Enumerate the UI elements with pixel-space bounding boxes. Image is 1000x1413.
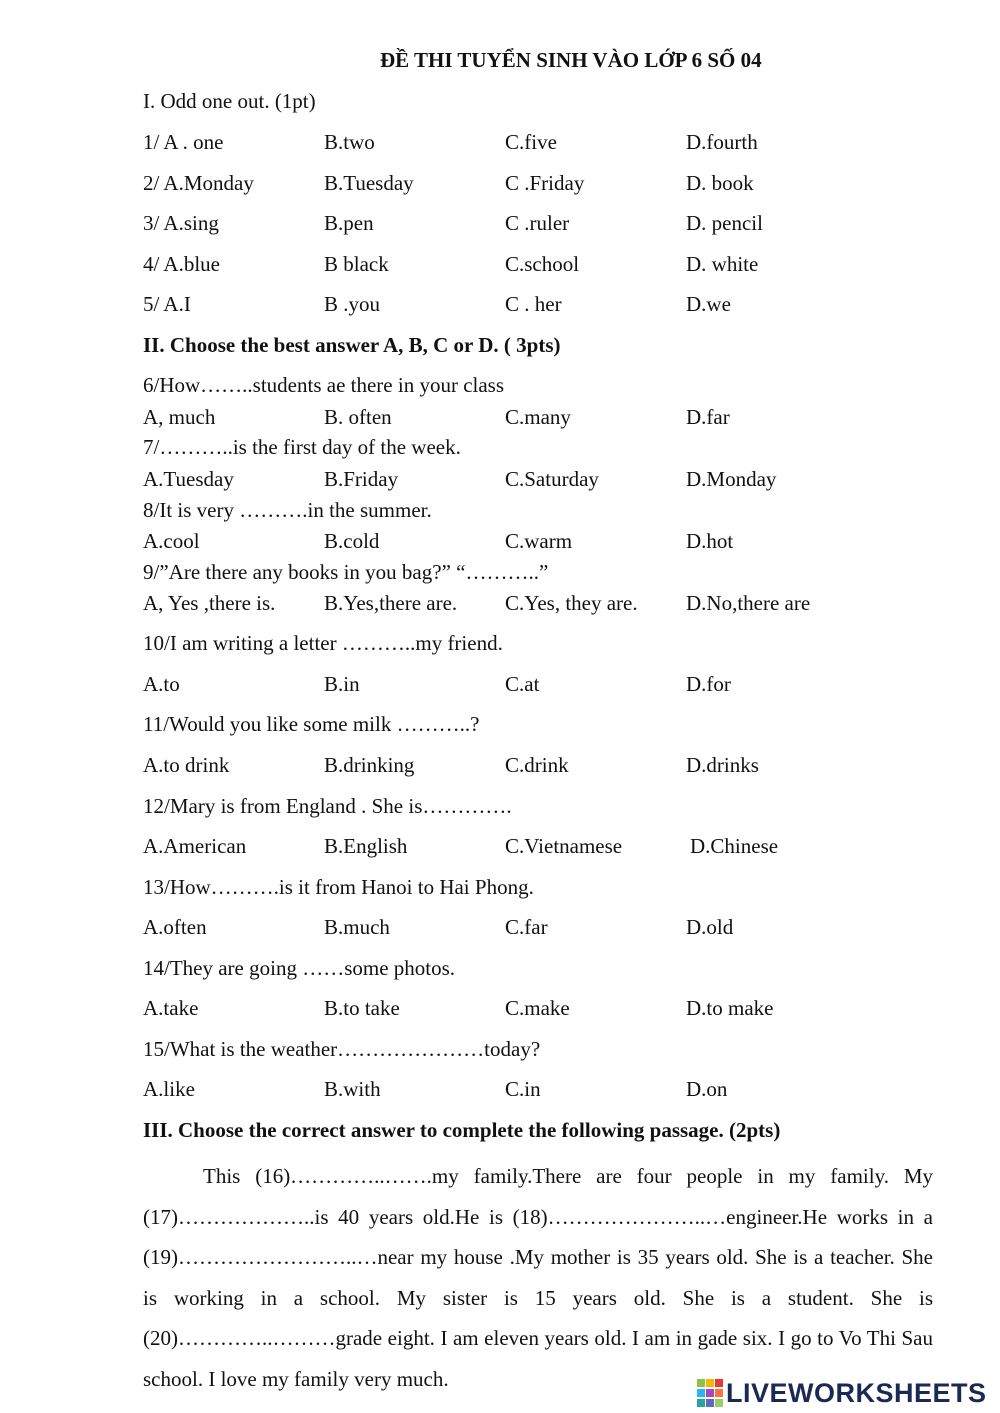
option-b[interactable]: B.English xyxy=(324,834,408,858)
option-b[interactable]: B. often xyxy=(324,405,392,429)
option-b[interactable]: B.pen xyxy=(324,211,374,235)
section3-heading: III. Choose the correct answer to complete the following passage. (2pts) xyxy=(143,1118,781,1142)
odd-one-out-row xyxy=(0,170,1000,196)
answer-options-row xyxy=(0,833,1000,859)
option-c[interactable]: C.school xyxy=(505,252,580,276)
option-d[interactable]: D.old xyxy=(686,915,734,939)
question-text: 13/How……….is it from Hanoi to Hai Phong. xyxy=(143,875,534,899)
question-text: 7/………..is the first day of the week. xyxy=(143,435,461,459)
option-c[interactable]: C.far xyxy=(505,915,548,939)
option-c[interactable]: C.drink xyxy=(505,753,569,777)
question-text: 15/What is the weather…………………today? xyxy=(143,1037,541,1061)
option-d[interactable]: D.hot xyxy=(686,529,734,553)
question-text: 8/It is very ……….in the summer. xyxy=(143,498,432,522)
option-c[interactable]: C .Friday xyxy=(505,171,585,195)
option-c[interactable]: C.Saturday xyxy=(505,467,599,491)
option-d[interactable]: D. book xyxy=(686,171,754,195)
option-a[interactable]: 3/ A.sing xyxy=(143,211,219,235)
option-a[interactable]: A.to xyxy=(143,672,180,696)
option-a[interactable]: A.often xyxy=(143,915,207,939)
odd-one-out-row xyxy=(0,291,1000,317)
answer-options-row xyxy=(0,752,1000,778)
option-c[interactable]: C.Vietnamese xyxy=(505,834,623,858)
option-a[interactable]: A, Yes ,there is. xyxy=(143,591,276,615)
answer-options-row xyxy=(0,528,1000,554)
option-d[interactable]: D.on xyxy=(686,1077,728,1101)
option-a[interactable]: A.take xyxy=(143,996,199,1020)
option-c[interactable]: C.warm xyxy=(505,529,573,553)
option-a[interactable]: A.to drink xyxy=(143,753,230,777)
option-b[interactable]: B black xyxy=(324,252,389,276)
question-text: 12/Mary is from England . She is…………. xyxy=(143,794,512,818)
answer-options-row xyxy=(0,466,1000,492)
answer-options-row xyxy=(0,995,1000,1021)
option-d[interactable]: D.Monday xyxy=(686,467,777,491)
option-c[interactable]: C.Yes, they are. xyxy=(505,591,638,615)
answer-options-row xyxy=(0,671,1000,697)
option-a[interactable]: A.Tuesday xyxy=(143,467,234,491)
option-b[interactable]: B.to take xyxy=(324,996,400,1020)
option-c[interactable]: C . her xyxy=(505,292,562,316)
option-b[interactable]: B.in xyxy=(324,672,360,696)
odd-one-out-row xyxy=(0,210,1000,236)
option-b[interactable]: B.with xyxy=(324,1077,381,1101)
question-text: 11/Would you like some milk ………..? xyxy=(143,712,480,736)
option-c[interactable]: C .ruler xyxy=(505,211,570,235)
option-a[interactable]: 4/ A.blue xyxy=(143,252,220,276)
option-b[interactable]: B.drinking xyxy=(324,753,415,777)
option-b[interactable]: B.Tuesday xyxy=(324,171,414,195)
option-a[interactable]: A.cool xyxy=(143,529,200,553)
option-d[interactable]: D.fourth xyxy=(686,130,758,154)
option-b[interactable]: B .you xyxy=(324,292,381,316)
option-b[interactable]: B.cold xyxy=(324,529,380,553)
option-b[interactable]: B.much xyxy=(324,915,390,939)
option-b[interactable]: B.Yes,there are. xyxy=(324,591,458,615)
answer-options-row xyxy=(0,404,1000,430)
answer-options-row xyxy=(0,1076,1000,1102)
option-a[interactable]: 1/ A . one xyxy=(143,130,224,154)
option-d[interactable]: D. white xyxy=(686,252,759,276)
question-text: 9/”Are there any books in you bag?” “………..” xyxy=(143,560,549,584)
option-a[interactable]: 5/ A.I xyxy=(143,292,191,316)
option-a[interactable]: A.like xyxy=(143,1077,195,1101)
question-text: 10/I am writing a letter ………..my friend. xyxy=(143,631,503,655)
option-c[interactable]: C.at xyxy=(505,672,540,696)
option-a[interactable]: 2/ A.Monday xyxy=(143,171,254,195)
section2-heading: II. Choose the best answer A, B, C or D. ( 3pts) xyxy=(143,333,561,357)
option-c[interactable]: C.in xyxy=(505,1077,541,1101)
odd-one-out-row xyxy=(0,129,1000,155)
watermark-text: LIVEWORKSHEETS xyxy=(726,1377,987,1408)
odd-one-out-row xyxy=(0,251,1000,277)
option-d[interactable]: D.No,there are xyxy=(686,591,811,615)
option-d[interactable]: D.we xyxy=(686,292,731,316)
reading-passage: This (16)…………..…….my family.There are four people in my family. My (17)………………..is 40 years old.He is (18)…………………..…engineer.He works in a (19)……………………..…near my house .My mother is 35 years old. She is a teacher. She is working in a school. My sister is 15 years old. She is a student. She is (20)…………..………grade eight. I am eleven years old. I am in gade six. I go to Vo Thi Sau school. I love my family very much. xyxy=(143,1164,933,1391)
liveworksheets-logo-icon xyxy=(697,1379,723,1407)
question-text: 14/They are going ……some photos. xyxy=(143,956,456,980)
option-d[interactable]: D.for xyxy=(686,672,731,696)
option-d[interactable]: D. pencil xyxy=(686,211,763,235)
option-c[interactable]: C.five xyxy=(505,130,557,154)
section1-heading: I. Odd one out. (1pt) xyxy=(143,89,316,113)
page-title: ĐỀ THI TUYỂN SINH VÀO LỚP 6 SỐ 04 xyxy=(380,48,762,72)
option-c[interactable]: C.many xyxy=(505,405,571,429)
option-d[interactable]: D.far xyxy=(686,405,730,429)
option-b[interactable]: B.Friday xyxy=(324,467,399,491)
option-d[interactable]: D.drinks xyxy=(686,753,759,777)
option-d[interactable]: D.Chinese xyxy=(690,834,779,858)
question-text: 6/How……..students ae there in your class xyxy=(143,373,505,397)
liveworksheets-watermark xyxy=(697,1376,987,1410)
answer-options-row xyxy=(0,914,1000,940)
option-c[interactable]: C.make xyxy=(505,996,570,1020)
option-a[interactable]: A, much xyxy=(143,405,216,429)
option-d[interactable]: D.to make xyxy=(686,996,774,1020)
answer-options-row xyxy=(0,590,1000,616)
option-b[interactable]: B.two xyxy=(324,130,375,154)
option-a[interactable]: A.American xyxy=(143,834,247,858)
